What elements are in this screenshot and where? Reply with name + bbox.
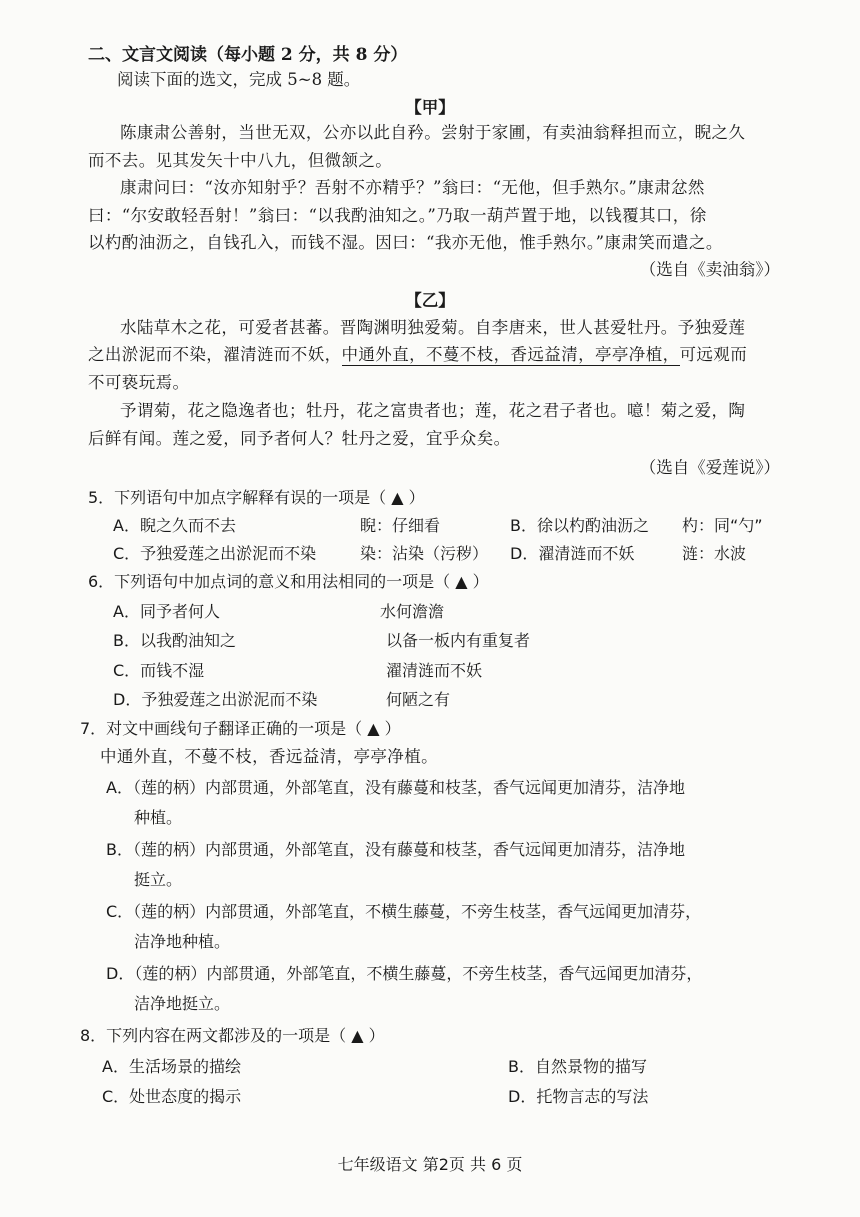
passage-b-label: 【乙】 — [405, 291, 455, 310]
q6-option-d: D．予独爱莲之出淤泥而不染 — [113, 690, 318, 709]
passage-a-source: （选自《卖油翁》） — [639, 260, 780, 279]
passage-a-label: 【甲】 — [405, 98, 455, 117]
q5-option-b-gloss: 杓：同“勺” — [682, 516, 763, 535]
q5-option-c: C．予独爱莲之出淤泥而不染 — [113, 544, 317, 563]
passage-b-line-underlined-row — [88, 344, 747, 366]
q5-option-c-gloss: 染：沾染（污秽） — [360, 544, 489, 563]
passage-b-line2-pre: 之出淤泥而不染，濯清涟而不妖， — [88, 345, 342, 364]
q8-stem: 8．下列内容在两文都涉及的一项是（ ▲ ） — [80, 1026, 385, 1045]
section-instruction: 阅读下面的选文，完成 5~8 题。 — [117, 70, 361, 89]
q6-option-c-compare: 濯清涟而不妖 — [386, 661, 483, 680]
q6-option-b-compare: 以备一板内有重复者 — [386, 631, 531, 650]
q8-option-a: A．生活场景的描绘 — [102, 1057, 241, 1076]
q7-option-b-cont: 挺立。 — [134, 870, 183, 889]
q7-option-b: B．（莲的柄）内部贯通，外部笔直，没有藤蔓和枝茎，香气远闻更加清芬，洁净地 — [106, 840, 685, 859]
passage-b-line2-post: 可远观而 — [679, 345, 748, 364]
q6-option-a-compare: 水何澹澹 — [380, 602, 445, 621]
q5-option-d: D．濯清涟而不妖 — [510, 544, 635, 563]
q6-option-d-compare: 何陋之有 — [386, 690, 451, 709]
passage-a-line: 康肃问曰：“汝亦知射乎？吾射不亦精乎？”翁曰：“无他，但手熟尔。”康肃忿然 — [120, 178, 705, 197]
passage-b-line: 后鲜有闻。莲之爱，同予者何人？牡丹之爱，宜乎众矣。 — [88, 429, 511, 448]
q6-option-b: B．以我酌油知之 — [113, 631, 236, 650]
passage-a-line: 曰：“尔安敢轻吾射！”翁曰：“以我酌油知之。”乃取一葫芦置于地，以钱覆其口，徐 — [88, 206, 707, 225]
q5-option-b: B．徐以杓酌油沥之 — [510, 516, 649, 535]
q5-option-d-gloss: 涟：水波 — [682, 544, 747, 563]
q7-stem: 7．对文中画线句子翻译正确的一项是（ ▲ ） — [80, 719, 401, 738]
q6-option-c: C．而钱不湿 — [113, 661, 205, 680]
page-footer: 七年级语文 第2页 共 6 页 — [337, 1155, 523, 1174]
q5-option-a: A．睨之久而不去 — [113, 516, 236, 535]
q7-option-d-cont: 洁净地挺立。 — [134, 994, 231, 1013]
q7-option-d: D．（莲的柄）内部贯通，外部笔直，不横生藤蔓，不旁生枝茎，香气远闻更加清芬， — [106, 964, 703, 983]
q6-option-a: A．同予者何人 — [113, 602, 220, 621]
underlined-sentence: 中通外直，不蔓不枝，香远益清，亭亭净植， — [341, 345, 680, 364]
q8-option-c: C．处世态度的揭示 — [102, 1087, 242, 1106]
q7-option-c-cont: 洁净地种植。 — [134, 932, 231, 951]
q5-stem: 5．下列语句中加点字解释有误的一项是（ ▲ ） — [88, 488, 425, 507]
passage-a-line: 陈康肃公善射，当世无双，公亦以此自矜。尝射于家圃，有卖油翁释担而立，睨之久 — [120, 123, 746, 142]
passage-b-line: 予谓菊，花之隐逸者也；牡丹，花之富贵者也；莲，花之君子者也。噫！菊之爱，陶 — [120, 401, 746, 420]
passage-b-source: （选自《爱莲说》） — [639, 458, 780, 477]
q7-option-a: A．（莲的柄）内部贯通，外部笔直，没有藤蔓和枝茎，香气远闻更加清芬，洁净地 — [106, 778, 685, 797]
q7-option-a-cont: 种植。 — [134, 808, 183, 827]
q6-stem: 6．下列语句中加点词的意义和用法相同的一项是（ ▲ ） — [88, 572, 489, 591]
q8-option-d: D．托物言志的写法 — [508, 1087, 649, 1106]
q5-option-a-gloss: 睨：仔细看 — [360, 516, 441, 535]
q7-option-c: C．（莲的柄）内部贯通，外部笔直，不横生藤蔓，不旁生枝茎，香气远闻更加清芬， — [106, 902, 702, 921]
passage-b-line: 不可亵玩焉。 — [88, 373, 190, 392]
passage-b-line: 水陆草木之花，可爱者甚蕃。晋陶渊明独爱菊。自李唐来，世人甚爱牡丹。予独爱莲 — [120, 318, 746, 337]
q8-option-b: B．自然景物的描写 — [508, 1057, 647, 1076]
passage-a-line: 以杓酌油沥之，自钱孔入，而钱不湿。因曰：“我亦无他，惟手熟尔。”康肃笑而遣之。 — [88, 233, 723, 252]
section-heading: 二、文言文阅读（每小题 2 分，共 8 分） — [88, 45, 408, 65]
q7-quote: 中通外直，不蔓不枝，香远益清，亭亭净植。 — [100, 747, 438, 766]
passage-a-line: 而不去。见其发矢十中八九，但微颔之。 — [88, 151, 393, 170]
